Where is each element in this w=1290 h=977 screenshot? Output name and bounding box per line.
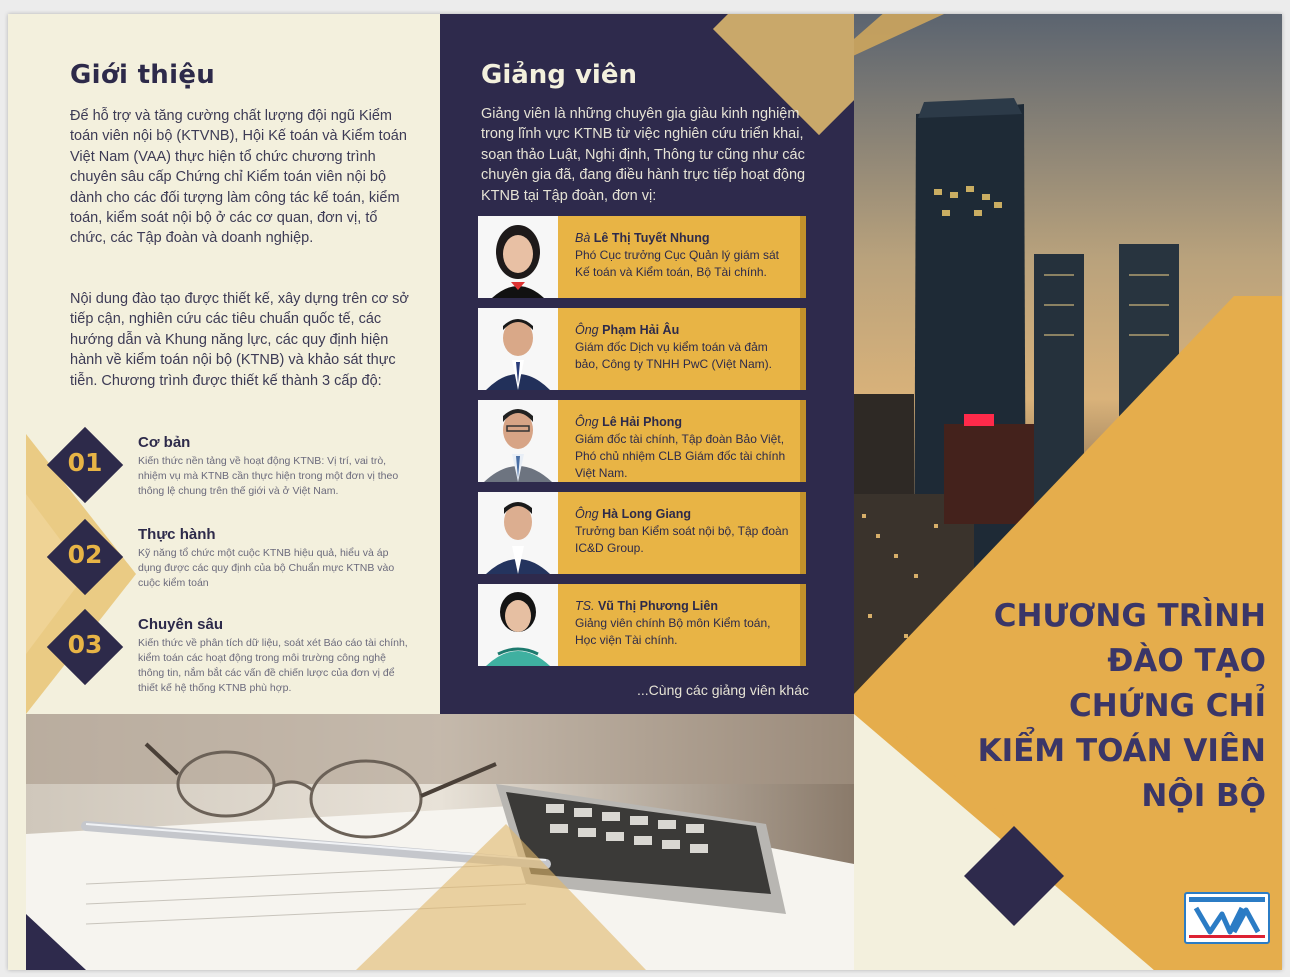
program-title [906, 594, 1266, 819]
level-item [46, 434, 426, 514]
program-title-line: KIỂM TOÁN VIÊN [977, 733, 1266, 769]
vaa-logo [1184, 892, 1270, 944]
level-item [46, 616, 426, 696]
level-description: Kỹ năng tổ chức một cuộc KTNB hiệu quả, hiểu và áp dụng được các quy định của bộ Chuẩn mực KTNB vào cuộc kiểm toán [138, 547, 395, 589]
brochure-sheet [8, 14, 1282, 970]
program-title-line: ĐÀO TẠO [1107, 643, 1266, 679]
lecturer-info [558, 584, 806, 666]
program-title-line: CHỨNG CHỈ [1068, 688, 1266, 724]
lecturer-name: Hà Long Giang [602, 507, 692, 521]
lecturer-role: Giám đốc Dịch vụ kiểm toán và đảm bảo, Công ty TNHH PwC (Việt Nam). [575, 340, 772, 371]
lecturer-photo [478, 492, 558, 574]
level-number: 02 [67, 540, 103, 569]
lecturer-info [558, 308, 806, 390]
intro-heading: Giới thiệu [70, 60, 216, 90]
intro-paragraph-1: Để hỗ trợ và tăng cường chất lượng đội ngũ Kiểm toán viên nội bộ (KTVNB), Hội Kế toán và Kiểm toán Việt Nam (VAA) thực hiện tổ chức chương trình chuyên sâu cấp Chứng chỉ Kiểm toán viên nội bộ dành cho các đối tượng làm công tác kế toán, kiểm toán, kiểm soát nội bộ ở các cơ quan, đơn vị, tổ chức, các Tập đoàn và doanh nghiệp. [70, 108, 407, 247]
lecturer-info [558, 216, 806, 298]
program-title-line: CHƯƠNG TRÌNH [993, 598, 1266, 634]
lecturer-photo [478, 584, 558, 666]
level-item [46, 526, 426, 606]
cover-panel [854, 14, 1282, 970]
lecturer-title: Ông [575, 323, 599, 337]
program-title-line: NỘI BỘ [1141, 778, 1266, 814]
lecturer-name: Vũ Thị Phương Liên [597, 599, 718, 613]
level-description: Kiến thức về phân tích dữ liệu, soát xét Báo cáo tài chính, kiểm toán các hoạt động trong môi trường công nghệ thông tin, nắm bắt các vấn đề chiến lược của đơn vị để thiết kế hệ thống KTNB phù hợp. [138, 637, 408, 694]
lecturer-card [478, 308, 806, 390]
lecturer-card [478, 584, 806, 666]
level-title: Cơ bản [138, 434, 191, 451]
lecturer-title: Ông [575, 507, 599, 521]
lecturer-role: Phó Cục trưởng Cục Quản lý giám sát Kế toán và Kiểm toán, Bộ Tài chính. [575, 248, 779, 279]
lecturer-role: Giảng viên chính Bộ môn Kiểm toán, Học viện Tài chính. [575, 616, 771, 647]
lecturer-title: TS. [575, 599, 595, 613]
lecturer-card [478, 216, 806, 298]
lecturers-panel [440, 14, 854, 714]
lecturer-title: Bà [575, 231, 591, 245]
lecturers-heading: Giảng viên [481, 60, 637, 90]
lecturer-info [558, 400, 806, 482]
more-lecturers-note: ...Cùng các giảng viên khác [637, 682, 809, 698]
lecturers-intro: Giảng viên là những chuyên gia giàu kinh nghiệm trong lĩnh vực KTNB từ việc nghiên cứu triển khai, soạn thảo Luật, Nghị định, Thông tư cũng như các chuyên gia đã, đang điều hành trực tiếp hoạt động KTNB tại Tập đoàn, đơn vị: [481, 106, 806, 204]
level-description: Kiến thức nền tảng về hoạt động KTNB: Vị trí, vai trò, nhiệm vụ mà KTNB cần thực hiện trong một đơn vị theo thông lệ chung trên thế giới và ở Việt Nam. [138, 455, 399, 497]
lecturer-name: Lê Hải Phong [602, 415, 682, 429]
lecturer-card [478, 400, 806, 482]
intro-panel [26, 14, 440, 714]
level-number: 03 [67, 630, 103, 659]
lecturer-photo [478, 308, 558, 390]
lecturer-name: Phạm Hải Âu [602, 323, 680, 337]
level-title: Thực hành [138, 526, 216, 543]
level-number: 01 [67, 448, 103, 477]
lecturer-title: Ông [575, 415, 599, 429]
lecturer-card [478, 492, 806, 574]
intro-paragraph-2: Nội dung đào tạo được thiết kế, xây dựng trên cơ sở tiếp cận, nghiên cứu các tiêu chuẩn quốc tế, các hướng dẫn và Khung năng lực, các quy định hiện hành về kiểm toán nội bộ (KTNB) và khảo sát thực tiễn. Chương trình được thiết kế thành 3 cấp độ: [70, 291, 409, 389]
lecturer-role: Trưởng ban Kiểm soát nội bộ, Tập đoàn IC&D Group. [575, 524, 789, 555]
lecturer-photo [478, 216, 558, 298]
lecturer-role: Giám đốc tài chính, Tập đoàn Bảo Việt, Phó chủ nhiệm CLB Giám đốc tài chính Việt Nam. [575, 432, 786, 480]
glasses-calculator-image [26, 714, 854, 970]
level-title: Chuyên sâu [138, 616, 224, 633]
lecturer-photo [478, 400, 558, 482]
lecturer-info [558, 492, 806, 574]
lecturer-name: Lê Thị Tuyết Nhung [593, 231, 710, 245]
gold-diamond-shapes [854, 14, 1282, 970]
